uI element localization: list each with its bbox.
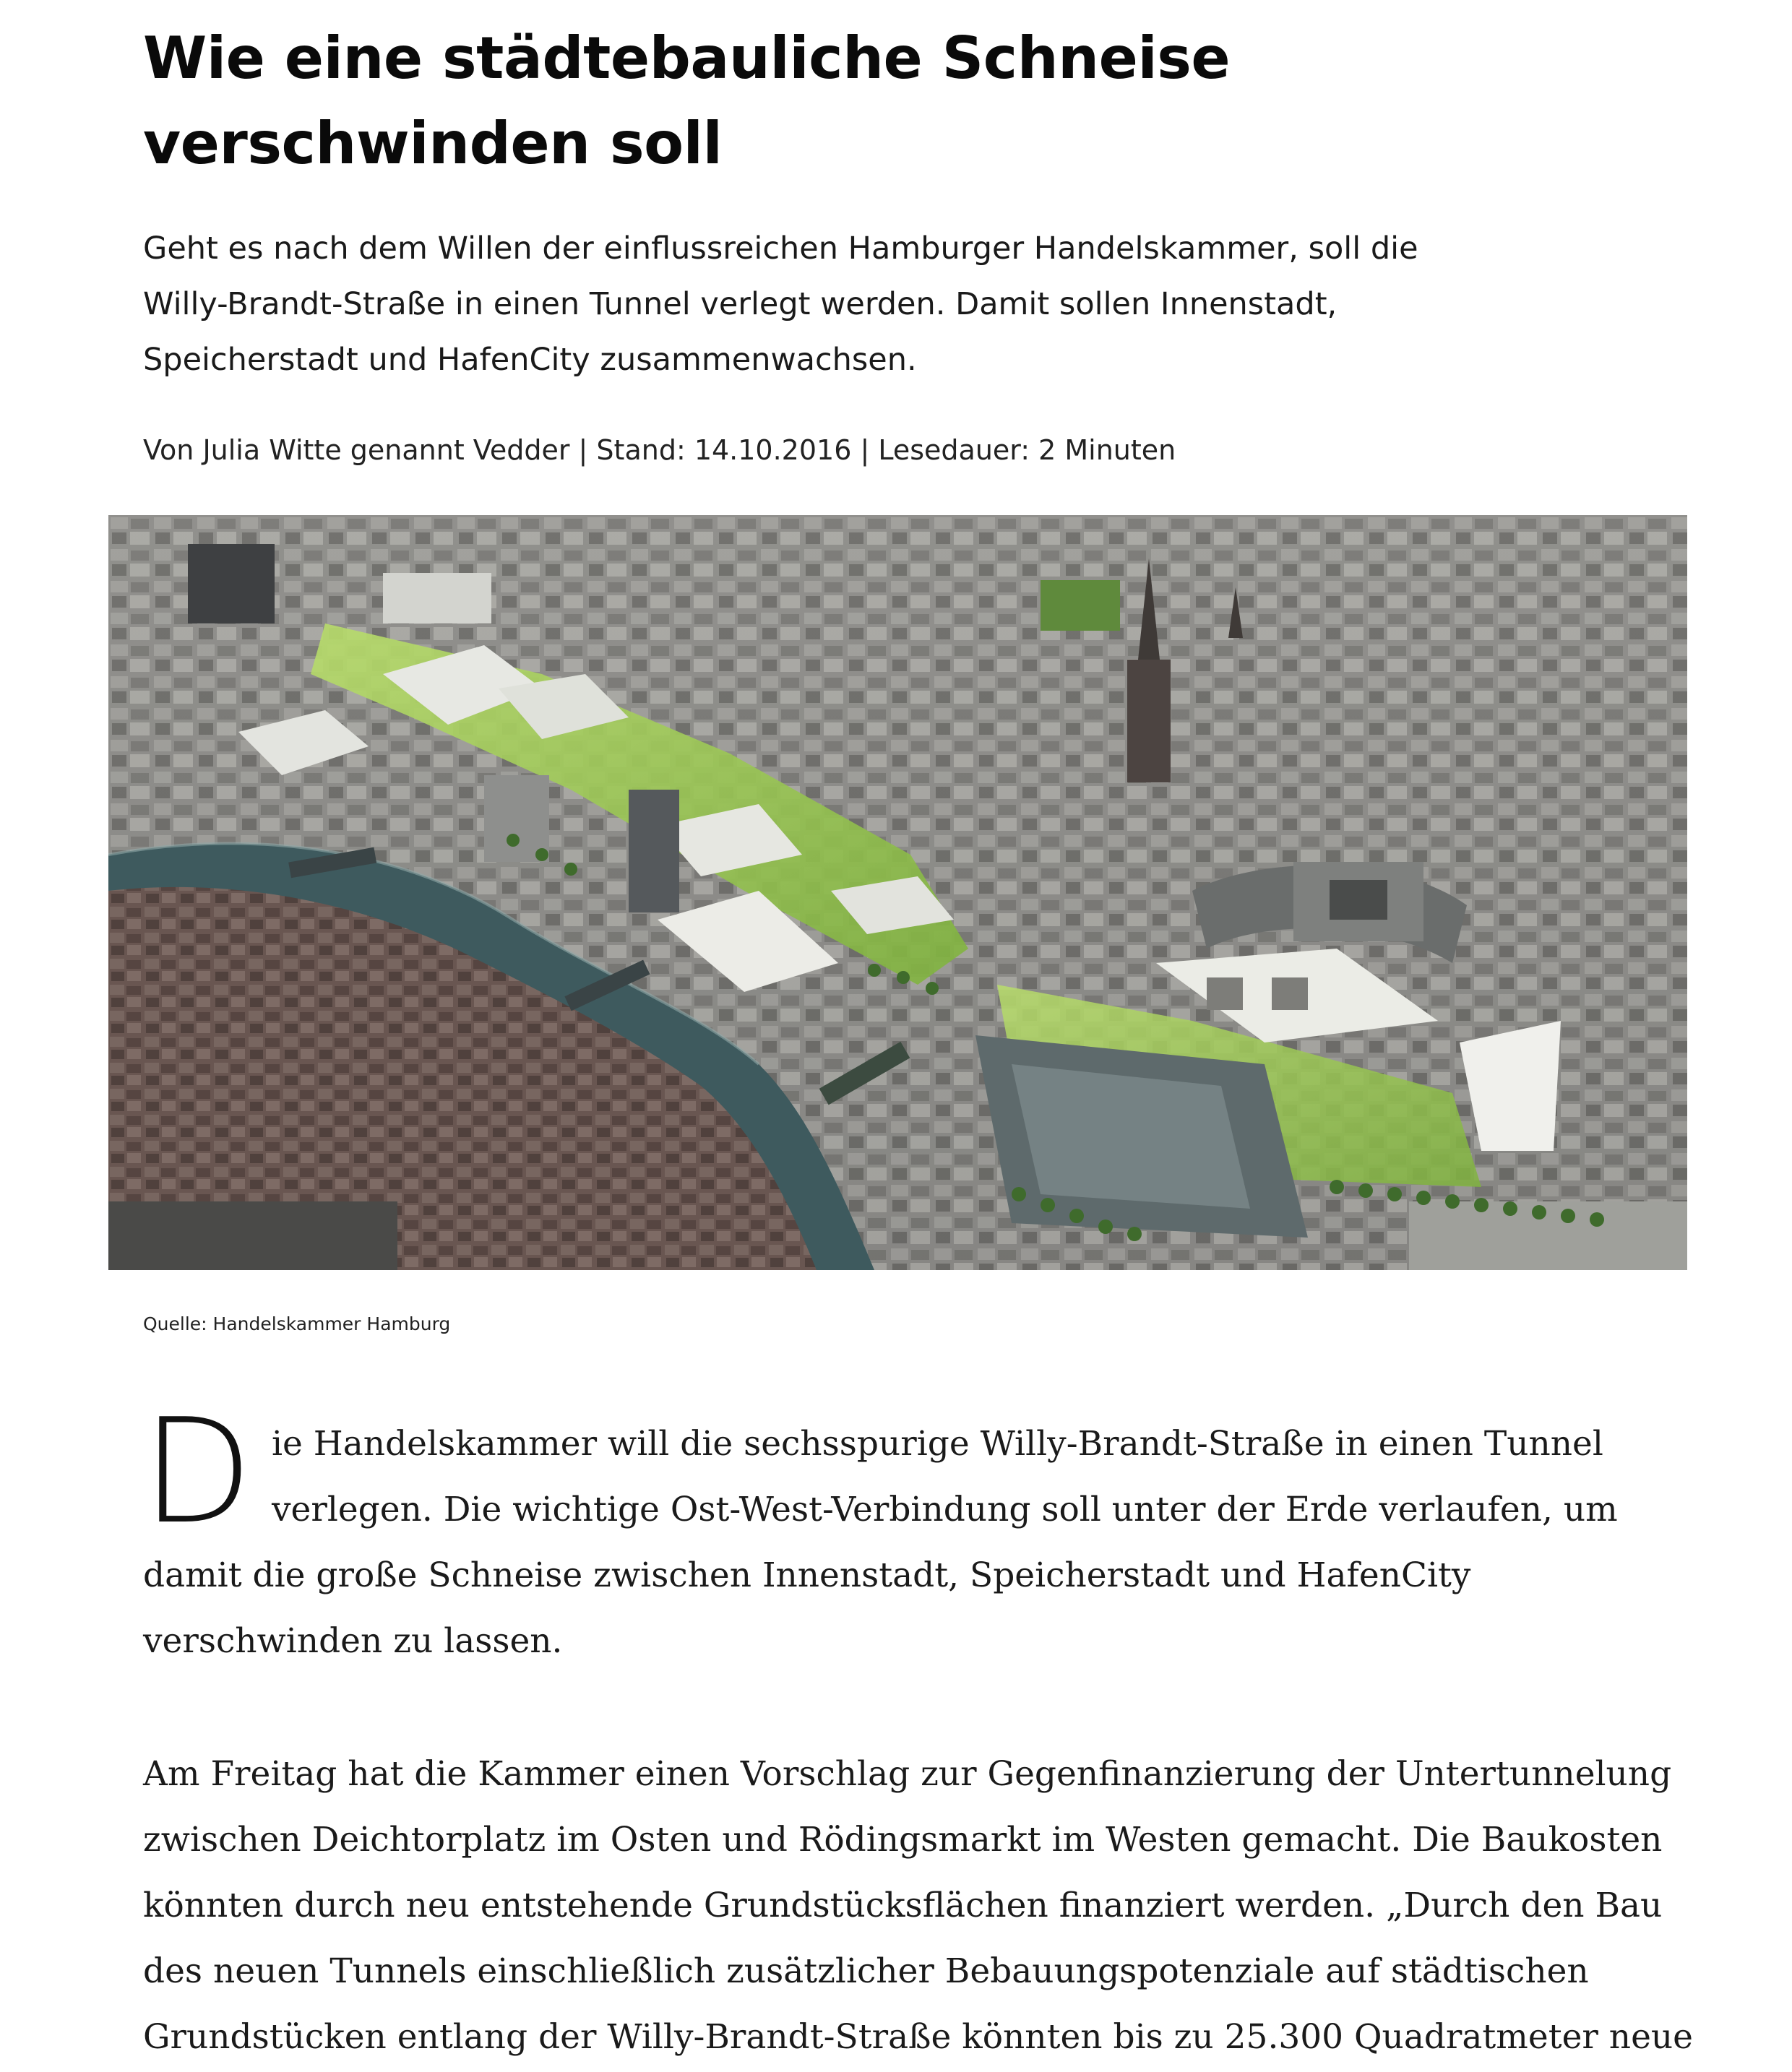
intro-line: Speicherstadt und HafenCity zusammenwachsen. <box>143 342 917 378</box>
paragraph-1-indented <box>272 1411 1618 1542</box>
article-headline <box>143 16 1660 186</box>
paragraph-1-continued <box>143 1542 1470 1674</box>
aerial-rendering-image <box>108 515 1687 1270</box>
paragraph-2 <box>143 1741 1693 2070</box>
paragraph-line: Grundstücken entlang der Willy-Brandt-Straße könnten bis zu 25.300 Quadratmeter neue <box>143 2017 1693 2057</box>
paragraph-line: verlegen. Die wichtige Ost-West-Verbindung soll unter der Erde verlaufen, um <box>272 1490 1618 1529</box>
intro-line: Willy-Brandt-Straße in einen Tunnel verlegt werden. Damit sollen Innenstadt, <box>143 286 1337 322</box>
paragraph-line: damit die große Schneise zwischen Innenstadt, Speicherstadt und HafenCity <box>143 1555 1471 1595</box>
headline-line: verschwinden soll <box>143 110 723 177</box>
intro-line: Geht es nach dem Willen der einflussreichen Hamburger Handelskammer, soll die <box>143 230 1418 267</box>
article-intro <box>143 221 1660 388</box>
paragraph-line: könnten durch neu entstehende Grundstücksflächen finanziert werden. „Durch den Bau <box>143 1886 1663 1925</box>
aerial-city-illustration <box>108 515 1687 1270</box>
paragraph-line: des neuen Tunnels einschließlich zusätzlicher Bebauungspotenziale auf städtischen <box>143 1951 1589 1991</box>
image-caption: Quelle: Handelskammer Hamburg <box>143 1313 451 1334</box>
paragraph-line: Am Freitag hat die Kammer einen Vorschlag zur Gegenfinanzierung der Untertunnelung <box>143 1754 1672 1794</box>
paragraph-line: ie Handelskammer will die sechsspurige Willy-Brandt-Straße in einen Tunnel <box>272 1424 1603 1464</box>
headline-line: Wie eine städtebauliche Schneise <box>143 25 1231 92</box>
drop-cap-letter: D <box>142 1388 254 1556</box>
paragraph-line: verschwinden zu lassen. <box>143 1621 563 1661</box>
article-byline: Von Julia Witte genannt Vedder | Stand: 14.10.2016 | Lesedauer: 2 Minuten <box>143 434 1176 466</box>
paragraph-line: zwischen Deichtorplatz im Osten und Rödingsmarkt im Westen gemacht. Die Baukosten <box>143 1820 1663 1860</box>
